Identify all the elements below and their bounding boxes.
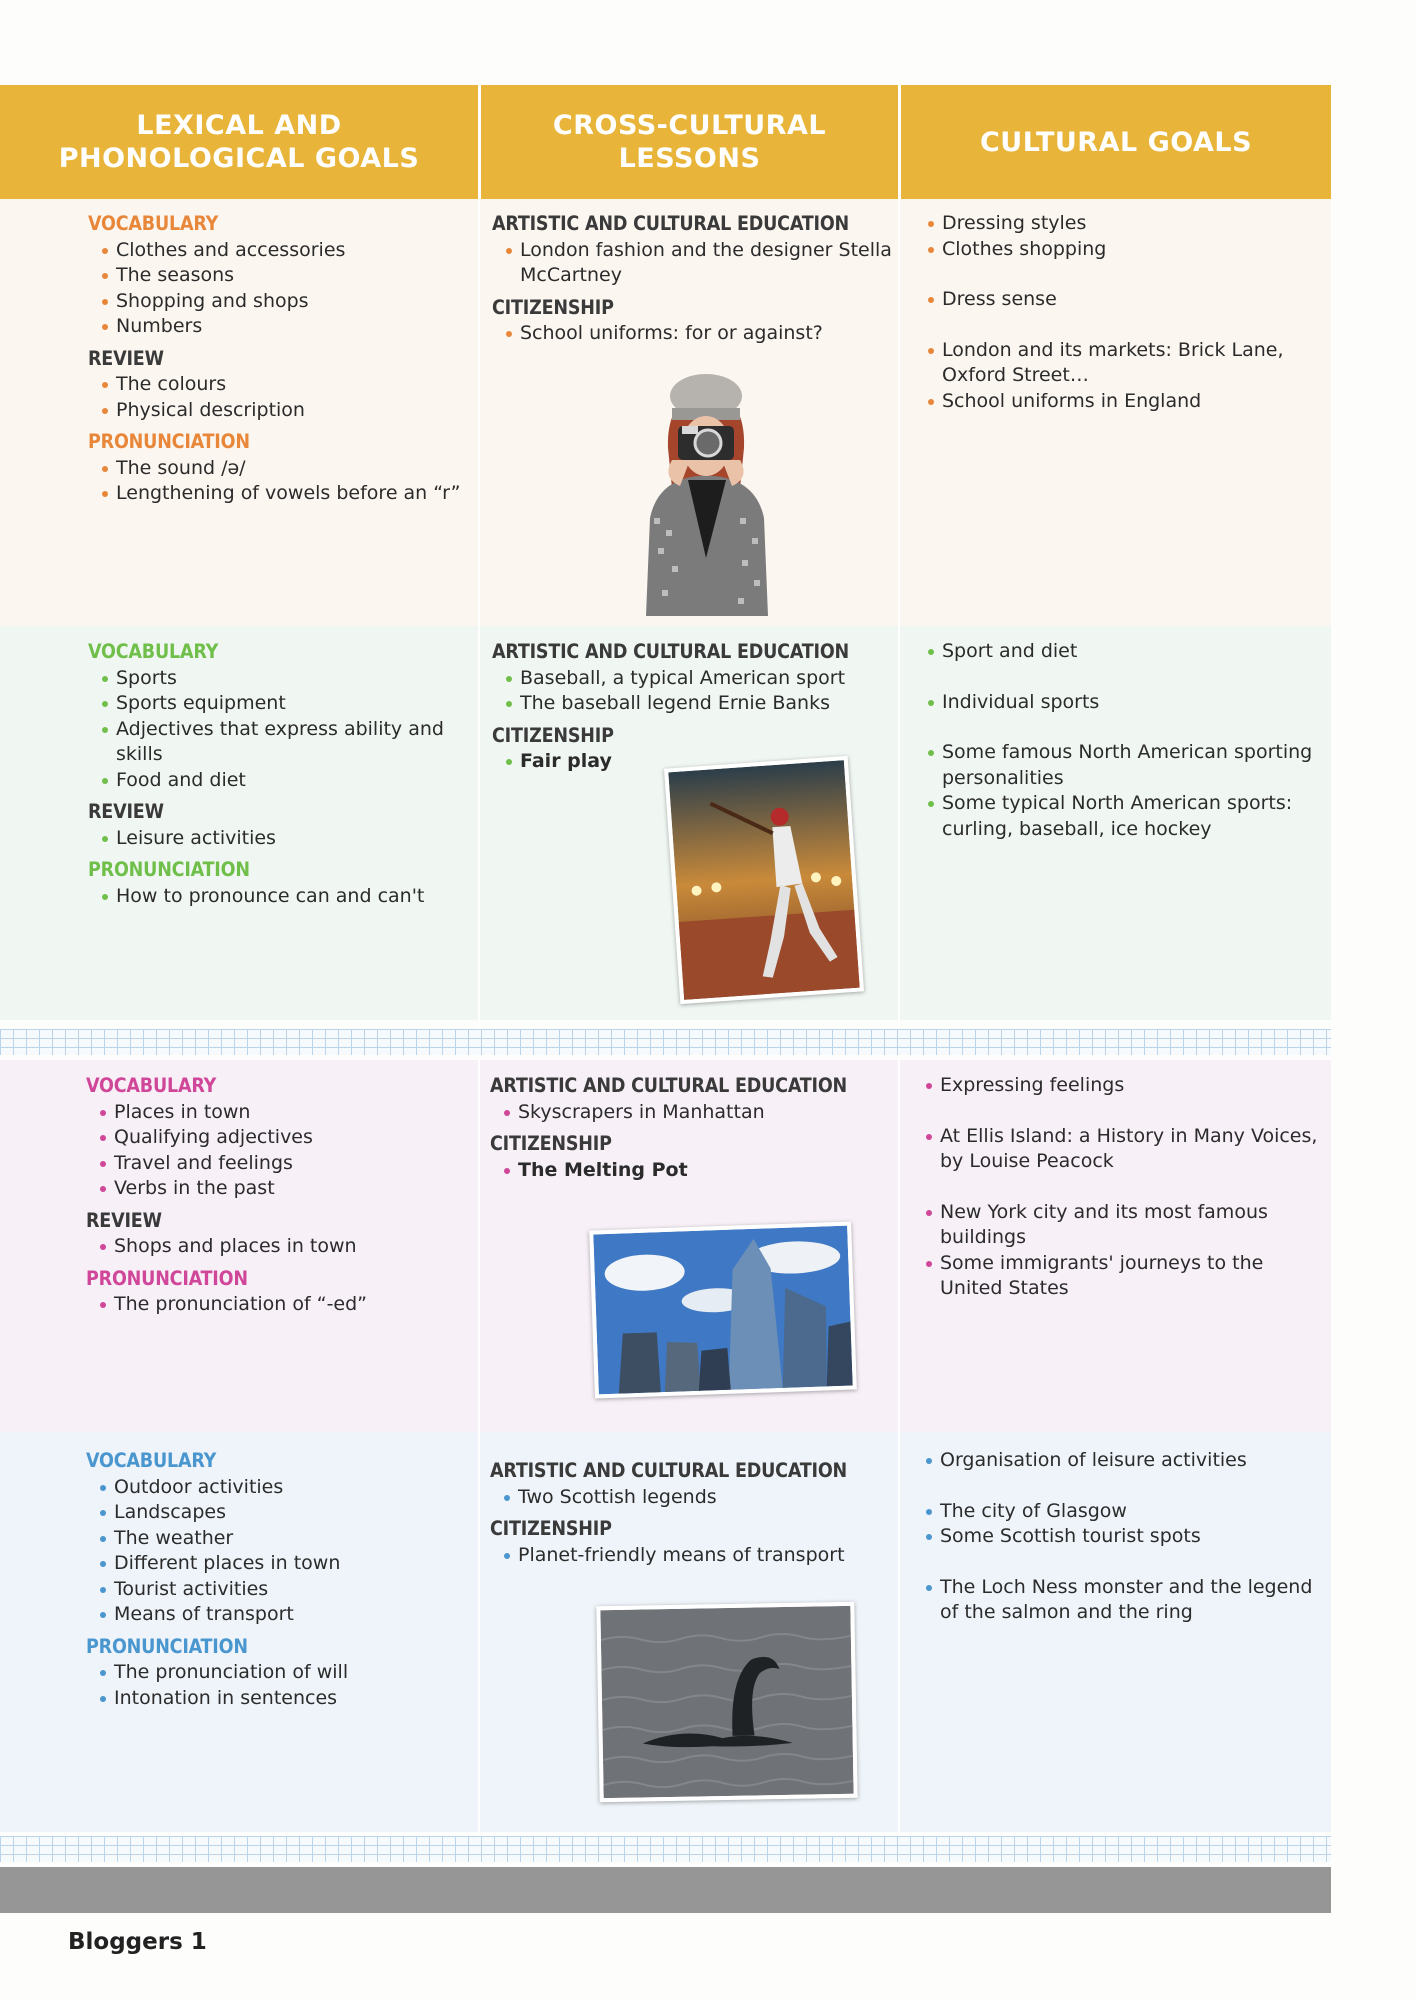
list-item: The city of Glasgow xyxy=(926,1499,1331,1525)
woman-with-camera-image xyxy=(628,368,786,616)
list-item: The Loch Ness monster and the legend of the salmon and the ring xyxy=(926,1575,1331,1626)
list-item: Dressing styles xyxy=(928,211,1328,237)
list-item: Organisation of leisure activities xyxy=(926,1448,1331,1474)
unit-1-lexical xyxy=(88,211,468,507)
section-title: VOCABULARY xyxy=(86,1449,217,1472)
list-item: Some Scottish tourist spots xyxy=(926,1524,1331,1550)
list-item: Leisure activities xyxy=(102,826,468,852)
list-item: How to pronounce can and can't xyxy=(102,884,468,910)
list-item: Dress sense xyxy=(928,287,1328,313)
unit-3-lexical xyxy=(86,1073,466,1318)
column-divider xyxy=(478,1060,480,1836)
section-title: CITIZENSHIP xyxy=(492,295,614,319)
list-item: The pronunciation of will xyxy=(100,1660,466,1686)
header-lexical-goals: LEXICAL AND PHONOLOGICAL GOALS xyxy=(58,110,420,174)
unit-1-lessons xyxy=(492,211,892,347)
loch-ness-photo xyxy=(596,1602,857,1802)
list-item: Numbers xyxy=(102,314,468,340)
list-item: The sound /ə/ xyxy=(102,456,468,482)
list-item: Physical description xyxy=(102,398,468,424)
list-item: Adjectives that express ability and skills xyxy=(102,717,468,768)
list-item: Means of transport xyxy=(100,1602,466,1628)
unit-3-cultural xyxy=(926,1073,1331,1302)
list-item: Some famous North American sporting personalities xyxy=(928,740,1328,791)
list-item: Tourist activities xyxy=(100,1577,466,1603)
section-title: ARTISTIC AND CULTURAL EDUCATION xyxy=(492,212,850,235)
list-item: Some immigrants' journeys to the United States xyxy=(926,1251,1331,1302)
column-divider xyxy=(898,1060,900,1836)
list-item: Planet-friendly means of transport xyxy=(504,1543,890,1569)
list-item: At Ellis Island: a History in Many Voices, by Louise Peacock xyxy=(926,1124,1331,1175)
column-divider xyxy=(898,199,900,1029)
unit-2-cultural xyxy=(928,639,1328,842)
footer-bar xyxy=(0,1867,1331,1913)
list-item: Shopping and shops xyxy=(102,289,468,315)
section-title: ARTISTIC AND CULTURAL EDUCATION xyxy=(492,640,850,663)
list-item: Sports xyxy=(102,666,468,692)
section-title: PRONUNCIATION xyxy=(88,858,250,881)
list-item: Clothes and accessories xyxy=(102,238,468,264)
list-item: Fair play xyxy=(506,749,892,775)
section-title: REVIEW xyxy=(88,800,164,823)
loch-ness-monster-image xyxy=(600,1606,853,1798)
column-divider xyxy=(478,199,480,1029)
section-title: VOCABULARY xyxy=(86,1074,217,1097)
list-item: Individual sports xyxy=(928,690,1328,716)
baseball-player-photo xyxy=(664,756,864,1004)
list-item: Two Scottish legends xyxy=(504,1485,890,1511)
list-item: Food and diet xyxy=(102,768,468,794)
list-item: The pronunciation of “-ed” xyxy=(100,1292,466,1318)
list-item: Baseball, a typical American sport xyxy=(506,666,892,692)
skyscrapers-photo xyxy=(589,1221,857,1398)
list-item: Expressing feelings xyxy=(926,1073,1331,1099)
list-item: London fashion and the designer Stella McCartney xyxy=(506,238,892,289)
section-title: PRONUNCIATION xyxy=(88,430,250,453)
list-item: Landscapes xyxy=(100,1500,466,1526)
list-item: London and its markets: Brick Lane, Oxford Street… xyxy=(928,338,1328,389)
list-item: Intonation in sentences xyxy=(100,1686,466,1712)
list-item: Some typical North American sports: curling, baseball, ice hockey xyxy=(928,791,1328,842)
baseball-player-image xyxy=(668,760,859,1000)
list-item: New York city and its most famous buildings xyxy=(926,1200,1331,1251)
list-item: Outdoor activities xyxy=(100,1475,466,1501)
book-title: Bloggers 1 xyxy=(68,1929,207,1955)
list-item: Shops and places in town xyxy=(100,1234,466,1260)
section-title: PRONUNCIATION xyxy=(86,1266,248,1290)
list-item: Sports equipment xyxy=(102,691,468,717)
unit-1-cultural xyxy=(928,211,1328,414)
list-item: Sport and diet xyxy=(928,639,1328,665)
list-item: Places in town xyxy=(100,1100,466,1126)
section-title: VOCABULARY xyxy=(88,212,219,235)
section-title: REVIEW xyxy=(88,346,164,370)
list-item: Lengthening of vowels before an “r” xyxy=(102,481,468,507)
list-item: Travel and feelings xyxy=(100,1151,466,1177)
list-item: The colours xyxy=(102,372,468,398)
section-title: CITIZENSHIP xyxy=(490,1517,612,1540)
list-item: Qualifying adjectives xyxy=(100,1125,466,1151)
grid-divider xyxy=(0,1029,1331,1055)
list-item: The seasons xyxy=(102,263,468,289)
list-item: School uniforms: for or against? xyxy=(506,321,892,347)
list-item: Clothes shopping xyxy=(928,237,1328,263)
section-title: ARTISTIC AND CULTURAL EDUCATION xyxy=(490,1074,848,1097)
unit-4-lexical xyxy=(86,1448,466,1711)
unit-2-lexical xyxy=(88,639,468,909)
grid-divider xyxy=(0,1836,1331,1862)
list-item: The baseball legend Ernie Banks xyxy=(506,691,892,717)
unit-2-lessons xyxy=(492,639,892,775)
section-title: PRONUNCIATION xyxy=(86,1634,248,1658)
section-title: ARTISTIC AND CULTURAL EDUCATION xyxy=(490,1459,848,1482)
section-title: CITIZENSHIP xyxy=(490,1132,612,1155)
list-item: The Melting Pot xyxy=(504,1158,890,1184)
section-title: VOCABULARY xyxy=(88,640,219,663)
header-cross-cultural-lessons: CROSS-CULTURAL LESSONS xyxy=(552,110,827,174)
section-title: CITIZENSHIP xyxy=(492,723,614,747)
unit-4-cultural xyxy=(926,1448,1331,1626)
unit-3-lessons xyxy=(490,1073,890,1183)
list-item: Skyscrapers in Manhattan xyxy=(504,1100,890,1126)
unit-4-lessons xyxy=(490,1458,890,1568)
list-item: Different places in town xyxy=(100,1551,466,1577)
section-title: REVIEW xyxy=(86,1208,162,1232)
skyscrapers-image xyxy=(593,1226,852,1395)
list-item: The weather xyxy=(100,1526,466,1552)
list-item: School uniforms in England xyxy=(928,389,1328,415)
list-item: Verbs in the past xyxy=(100,1176,466,1202)
header-cultural-goals: CULTURAL GOALS xyxy=(979,126,1253,158)
